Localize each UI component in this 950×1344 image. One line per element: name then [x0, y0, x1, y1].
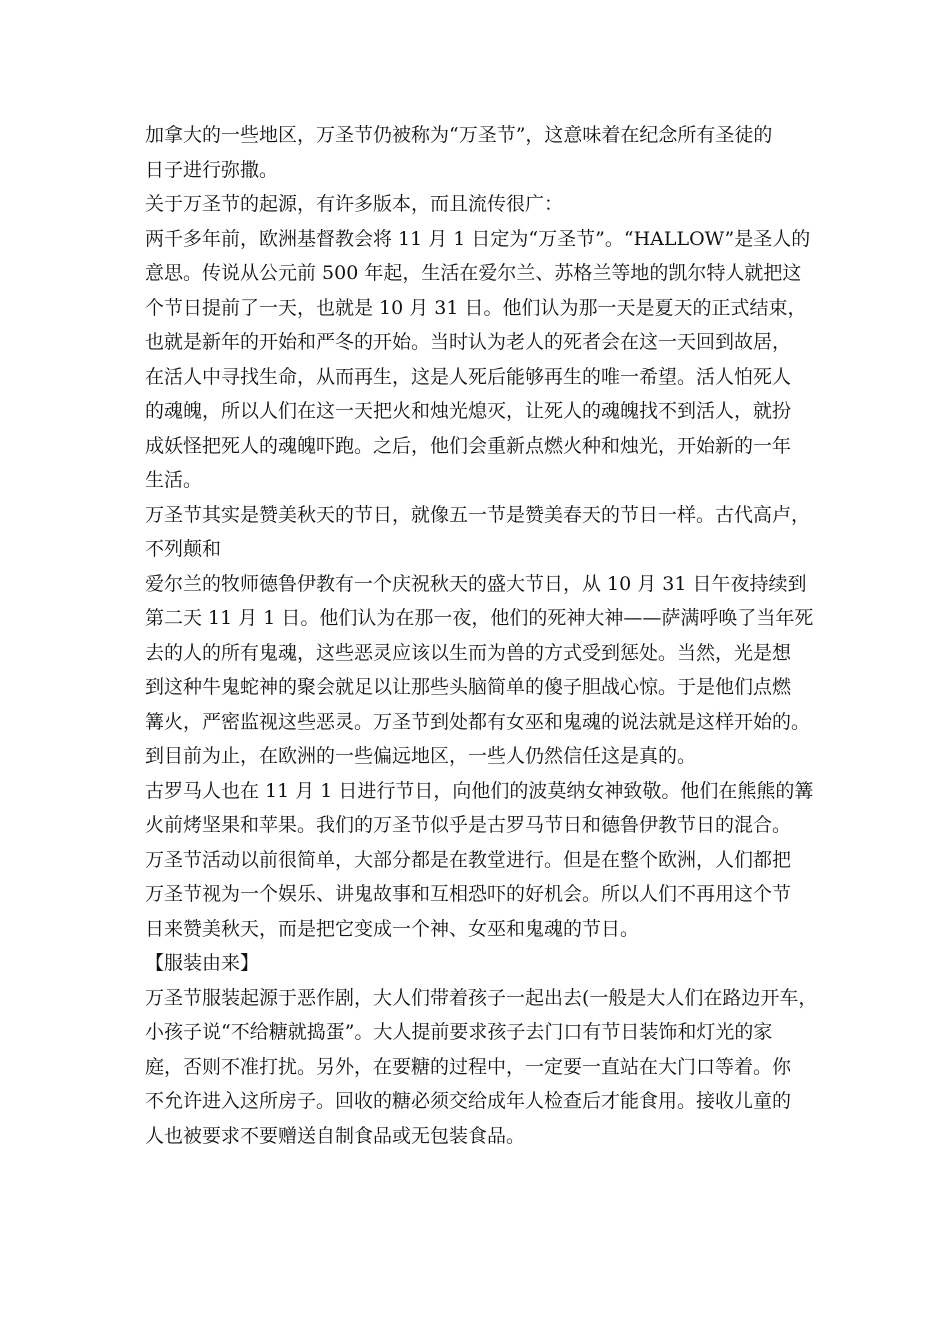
- text-line: 去的人的所有鬼魂，这些恶灵应该以生而为兽的方式受到惩处。当然，光是想: [145, 641, 792, 664]
- text-line: 意思。传说从公元前 500 年起，生活在爱尔兰、苏格兰等地的凯尔特人就把这: [145, 262, 802, 284]
- text-line: 成妖怪把死人的魂魄吓跑。之后，他们会重新点燃火种和烛光，开始新的一年: [145, 434, 792, 457]
- text-line: 日来赞美秋天，而是把它变成一个神、女巫和鬼魂的节日。: [145, 917, 640, 940]
- text-line: 万圣节活动以前很简单，大部分都是在教堂进行。但是在整个欧洲，人们都把: [145, 848, 792, 871]
- text-line: 加拿大的一些地区，万圣节仍被称为“万圣节”，这意味着在纪念所有圣徒的: [145, 124, 773, 146]
- text-line: 两千多年前，欧洲基督教会将 11 月 1 日定为“万圣节”。“HALLOW”是圣人的: [145, 227, 811, 250]
- text-line: 人也被要求不要赠送自制食品或无包装食品。: [145, 1124, 526, 1147]
- text-line: 庭，否则不准打扰。另外，在要糖的过程中，一定要一直站在大门口等着。你: [145, 1055, 792, 1078]
- text-line: 万圣节其实是赞美秋天的节日，就像五一节是赞美春天的节日一样。古代高卢，: [145, 503, 811, 526]
- text-line: 的魂魄，所以人们在这一天把火和烛光熄灭，让死人的魂魄找不到活人，就扮: [145, 400, 792, 422]
- text-line: 也就是新年的开始和严冬的开始。当时认为老人的死者会在这一天回到故居，: [145, 331, 792, 353]
- text-line: 日子进行弥撒。: [145, 158, 279, 181]
- text-line: 第二天 11 月 1 日。他们认为在那一夜，他们的死神大神——萨满呼唤了当年死: [145, 607, 814, 629]
- text-line: 到目前为止，在欧洲的一些偏远地区，一些人仍然信任这是真的。: [145, 745, 697, 767]
- document-body: [145, 118, 825, 1153]
- text-line: 火前烤坚果和苹果。我们的万圣节似乎是古罗马节日和德鲁伊教节日的混合。: [145, 814, 792, 836]
- text-line: 在活人中寻找生命，从而再生，这是人死后能够再生的唯一希望。活人怕死人: [145, 365, 792, 388]
- text-line: 小孩子说“不给糖就捣蛋”。大人提前要求孩子去门口有节日装饰和灯光的家: [145, 1021, 773, 1043]
- text-line: 不允许进入这所房子。回收的糖必须交给成年人检查后才能食用。接收儿童的: [145, 1090, 792, 1112]
- text-line: 篝火，严密监视这些恶灵。万圣节到处都有女巫和鬼魂的说法就是这样开始的。: [145, 710, 811, 733]
- text-line: 古罗马人也在 11 月 1 日进行节日，向他们的波莫纳女神致敬。他们在熊熊的篝: [145, 779, 814, 802]
- text-line: 爱尔兰的牧师德鲁伊教有一个庆祝秋天的盛大节日，从 10 月 31 日午夜持续到: [145, 572, 807, 595]
- section-heading: 【服装由来】: [145, 952, 260, 974]
- text-line: 到这种牛鬼蛇神的聚会就足以让那些头脑简单的傻子胆战心惊。于是他们点燃: [145, 676, 792, 698]
- text-line: 不列颠和: [145, 538, 222, 560]
- text-line: 万圣节服装起源于恶作剧，大人们带着孩子一起出去(一般是大人们在路边开车，: [145, 986, 818, 1009]
- text-line: 关于万圣节的起源，有许多版本，而且流传很广：: [145, 193, 564, 215]
- text-line: 个节日提前了一天，也就是 10 月 31 日。他们认为那一天是夏天的正式结束，: [145, 296, 807, 319]
- text-line: 生活。: [145, 469, 203, 491]
- text-line: 万圣节视为一个娱乐、讲鬼故事和互相恐吓的好机会。所以人们不再用这个节: [145, 883, 792, 905]
